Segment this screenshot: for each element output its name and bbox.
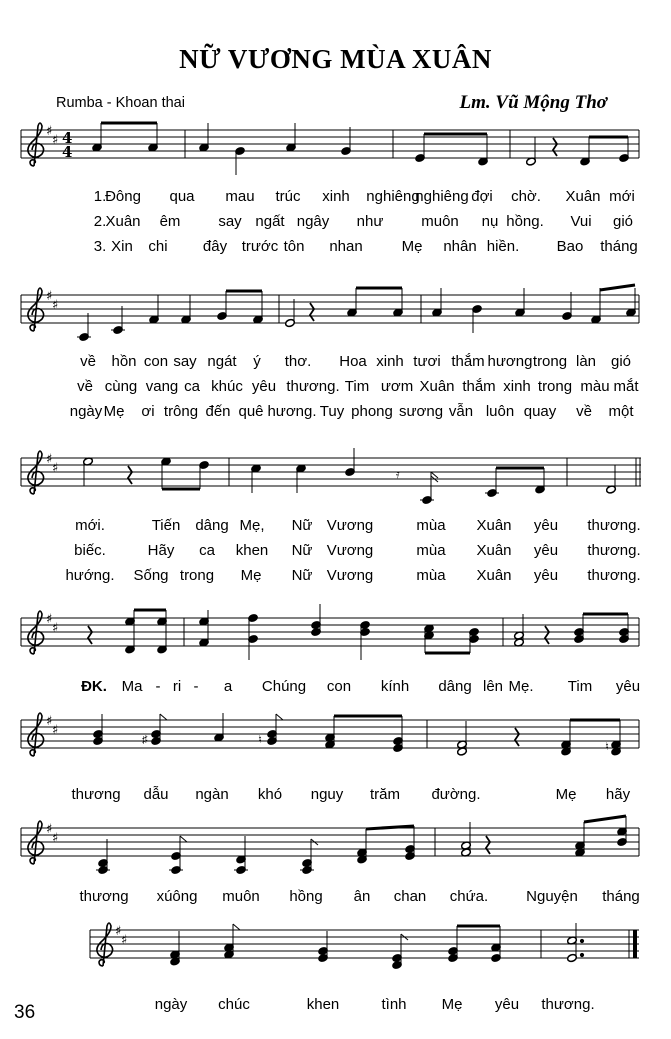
lyric-syllable: yêu (533, 542, 559, 559)
lyric-syllable: dẫu (143, 786, 169, 803)
lyric-syllable: trăm (370, 786, 400, 803)
lyric-syllable: chờ. (511, 188, 541, 205)
lyric-syllable: hồng (289, 888, 323, 905)
lyric-syllable: luôn (485, 403, 515, 420)
lyric-syllable: Sống (133, 567, 169, 584)
lyric-syllable: màu (580, 378, 610, 395)
lyric-syllable: nghiêng (366, 188, 420, 205)
lyric-syllable: xúông (156, 888, 198, 905)
notes (93, 713, 639, 756)
lyric-syllable: hương. (267, 403, 317, 420)
treble-clef-icon (28, 713, 44, 756)
lyric-syllable: một (608, 403, 634, 420)
lyric-syllable: Mẹ. (508, 678, 534, 695)
lyric-syllable: Đông (105, 188, 141, 205)
lyric-syllable: trong (179, 567, 215, 584)
lyric-syllable: Nguyện (526, 888, 578, 905)
lyric-syllable: đợi (471, 188, 493, 205)
lyric-syllable: hiền. (486, 238, 520, 255)
staff-lines (21, 295, 639, 323)
lyric-syllable: đường. (431, 786, 481, 803)
lyric-syllable: khen (235, 542, 269, 559)
lyric-syllable: Bao (556, 238, 584, 255)
composer-credit: Lm. Vũ Mộng Thơ (459, 92, 607, 113)
lyric-syllable: thắm (451, 353, 485, 370)
verse-3-lyrics-row-3 (30, 567, 645, 589)
lyric-syllable: Vui (570, 213, 592, 230)
lyric-syllable: nguy (310, 786, 344, 803)
lyric-syllable: ươm (380, 378, 414, 395)
svg-text:♯: ♯ (52, 298, 59, 313)
lyric-syllable: Ma (121, 678, 143, 695)
lyric-syllable: Xuân (419, 378, 455, 395)
svg-text:♯: ♯ (52, 723, 59, 738)
lyric-syllable: vẫn (448, 403, 474, 420)
staff-system-3 (0, 448, 671, 518)
lyric-syllable: ngất (255, 213, 285, 230)
lyric-syllable: chi (148, 238, 168, 255)
lyric-syllable: qua (169, 188, 195, 205)
staff-lines (21, 458, 641, 486)
lyric-syllable: yêu (251, 378, 277, 395)
lyric-syllable: kính (380, 678, 410, 695)
lyric-syllable: mới (609, 188, 635, 205)
svg-text:♮: ♮ (605, 741, 609, 753)
lyric-syllable: - (193, 678, 199, 695)
lyric-syllable: Xuân (105, 213, 141, 230)
chorus-lyrics-row-2 (30, 786, 645, 808)
lyric-syllable: mùa (416, 542, 446, 559)
lyric-syllable: tình (381, 996, 407, 1013)
lyric-syllable: trúc (275, 188, 301, 205)
lyric-syllable: về (77, 378, 93, 395)
lyric-syllable: Nữ (291, 567, 313, 584)
verse-1-lyrics-row-3 (30, 517, 645, 539)
lyric-syllable: hướng. (65, 567, 115, 584)
svg-text:♯: ♯ (52, 621, 59, 636)
lyric-syllable: Tuy (319, 403, 345, 420)
lyric-syllable: thương. (587, 517, 641, 534)
lyric-syllable: thương. (541, 996, 595, 1013)
lyric-syllable: Vương (326, 542, 374, 559)
lyric-syllable: hãy (605, 786, 631, 803)
lyric-syllable: Mẹ (103, 403, 125, 420)
lyric-syllable: chúc (218, 996, 250, 1013)
lyric-syllable: quay (523, 403, 557, 420)
lyric-syllable: ca (199, 542, 215, 559)
lyric-syllable: dâng (438, 678, 472, 695)
lyric-syllable: hồng. (506, 213, 544, 230)
lyric-syllable: về (80, 353, 96, 370)
svg-text:♯: ♯ (46, 714, 53, 729)
lyric-syllable: xinh (376, 353, 404, 370)
lyric-syllable: đây (202, 238, 228, 255)
lyric-syllable: xinh (503, 378, 531, 395)
lyric-syllable: sương (398, 403, 444, 420)
lyric-syllable: như (356, 213, 384, 230)
lyric-syllable: nhan (329, 238, 363, 255)
lyric-syllable: ngàn (195, 786, 229, 803)
lyric-syllable: ý (253, 353, 261, 370)
lyric-syllable: thương. (587, 542, 641, 559)
lyric-syllable: Xuân (565, 188, 601, 205)
verse-1-lyrics-row-2 (30, 353, 645, 375)
verse-3-lyrics-row-2 (30, 403, 645, 425)
treble-clef-icon (28, 451, 44, 494)
svg-text:♮: ♮ (258, 734, 262, 746)
svg-text:♯: ♯ (52, 831, 59, 846)
lyric-syllable: biếc. (74, 542, 106, 559)
lyric-syllable: ơi (141, 403, 155, 420)
lyric-syllable: gió (610, 353, 632, 370)
lyric-syllable: Tiến (151, 517, 181, 534)
notes (83, 448, 640, 505)
lyric-syllable: - (155, 678, 161, 695)
lyric-syllable: chứa. (449, 888, 489, 905)
lyric-syllable: yêu (533, 517, 559, 534)
staff-system-7 (0, 920, 671, 984)
lyric-syllable: Tim (344, 378, 370, 395)
lyric-syllable: con (326, 678, 352, 695)
chorus-lyrics-row-1 (30, 678, 645, 700)
lyric-syllable: ca (184, 378, 200, 395)
lyric-syllable: a (223, 678, 233, 695)
lyric-syllable: cùng (104, 378, 138, 395)
lyric-syllable: mới. (75, 517, 105, 534)
treble-clef-icon (28, 821, 44, 864)
verse-2-lyrics-row-3 (30, 542, 645, 564)
lyric-syllable: Mẹ (441, 996, 463, 1013)
treble-clef-icon (28, 123, 44, 166)
lyric-syllable: Xuân (476, 542, 512, 559)
lyric-syllable: ngày (69, 403, 103, 420)
lyric-syllable: Xuân (476, 567, 512, 584)
lyric-syllable: tháng (602, 888, 640, 905)
notes (77, 285, 639, 342)
lyric-syllable: thắm (462, 378, 496, 395)
lyric-syllable: khúc (211, 378, 243, 395)
lyric-syllable: mắt (613, 378, 639, 395)
lyric-syllable: mau (225, 188, 255, 205)
lyric-syllable: 3. (93, 238, 107, 255)
chorus-lyrics-row-3 (30, 888, 645, 910)
lyric-syllable: Mẹ, (239, 517, 265, 534)
lyric-syllable: lên (482, 678, 504, 695)
staff-system-6 (0, 818, 671, 882)
notes (96, 816, 639, 875)
svg-text:♯: ♯ (46, 822, 53, 837)
lyric-syllable: ngây (296, 213, 330, 230)
song-title: NỮ VƯƠNG MÙA XUÂN (179, 44, 492, 74)
lyric-syllable: thương (79, 888, 129, 905)
verse-1-lyrics-row-1 (30, 188, 645, 210)
lyric-syllable: dâng (195, 517, 229, 534)
lyric-syllable: quê (238, 403, 264, 420)
lyric-syllable: say (173, 353, 197, 370)
lyric-syllable: tháng (600, 238, 638, 255)
svg-text:♯: ♯ (46, 124, 53, 139)
lyric-syllable: thương (71, 786, 121, 803)
lyric-syllable: Xin (111, 238, 133, 255)
svg-text:♯: ♯ (52, 461, 59, 476)
svg-text:4: 4 (62, 129, 73, 147)
lyric-syllable: muôn (421, 213, 459, 230)
staff-lines (21, 618, 639, 646)
lyric-syllable: mùa (416, 567, 446, 584)
lyric-syllable: Hoa (339, 353, 367, 370)
lyric-syllable: gió (612, 213, 634, 230)
lyric-syllable: ngát (207, 353, 237, 370)
lyric-syllable: yêu (533, 567, 559, 584)
verse-3-lyrics-row-1 (30, 238, 645, 260)
lyric-syllable: muôn (222, 888, 260, 905)
lyric-syllable: nụ (481, 213, 499, 230)
lyric-syllable: chan (393, 888, 427, 905)
lyric-syllable: Mẹ (555, 786, 577, 803)
lyric-syllable: khen (306, 996, 340, 1013)
lyric-syllable: ngày (154, 996, 188, 1013)
lyric-syllable: Vương (326, 517, 374, 534)
lyric-syllable: êm (159, 213, 181, 230)
lyric-syllable: trước (241, 238, 279, 255)
chorus-marker: ĐK. (81, 678, 107, 695)
notes (92, 123, 639, 175)
lyric-syllable: trong (532, 353, 568, 370)
svg-text:♯: ♯ (142, 734, 148, 746)
lyric-syllable: Nữ (291, 517, 313, 534)
lyric-syllable: say (218, 213, 242, 230)
lyric-syllable: nghiêng (415, 188, 469, 205)
time-signature-icon (62, 129, 72, 161)
lyric-syllable: yêu (615, 678, 641, 695)
lyric-syllable: Mẹ (240, 567, 262, 584)
tempo-marking: Rumba - Khoan thai (56, 95, 185, 111)
lyric-syllable: đến (205, 403, 231, 420)
svg-text:♯: ♯ (46, 452, 53, 467)
staff-system-2 (0, 285, 671, 355)
svg-text:♯: ♯ (115, 924, 122, 939)
svg-text:♯: ♯ (52, 133, 59, 148)
lyric-syllable: Xuân (476, 517, 512, 534)
lyric-syllable: 2. (93, 213, 107, 230)
lyric-syllable: vang (145, 378, 179, 395)
verse-2-lyrics-row-1 (30, 213, 645, 235)
svg-text:𝄿: 𝄿 (396, 467, 400, 481)
lyric-syllable: nhân (443, 238, 477, 255)
svg-text:♯: ♯ (46, 612, 53, 627)
staff-system-4 (0, 608, 671, 670)
lyric-syllable: Nữ (291, 542, 313, 559)
lyric-syllable: yêu (494, 996, 520, 1013)
treble-clef-icon (28, 288, 44, 331)
staff-system-5 (0, 710, 671, 772)
lyric-syllable: phong (351, 403, 393, 420)
svg-text:4: 4 (62, 143, 73, 161)
lyric-syllable: tôn (283, 238, 305, 255)
lyric-syllable: mùa (416, 517, 446, 534)
lyric-syllable: xinh (322, 188, 350, 205)
lyric-syllable: trông (163, 403, 199, 420)
lyric-syllable: thương. (286, 378, 340, 395)
lyric-syllable: Hãy (147, 542, 175, 559)
lyric-syllable: trong (537, 378, 573, 395)
lyric-syllable: ri (172, 678, 182, 695)
lyric-syllable: Tim (567, 678, 593, 695)
lyric-syllable: thơ. (284, 353, 312, 370)
lyric-syllable: làn (575, 353, 597, 370)
lyric-syllable: Vương (326, 567, 374, 584)
treble-clef-icon (97, 923, 113, 966)
lyric-syllable: Mẹ (401, 238, 423, 255)
lyric-syllable: con (143, 353, 169, 370)
lyric-syllable: về (576, 403, 592, 420)
lyric-syllable: hương (487, 353, 533, 370)
lyric-syllable: Chúng (261, 678, 307, 695)
staff-lines (21, 828, 639, 856)
svg-text:♯: ♯ (46, 289, 53, 304)
lyric-syllable: tươi (413, 353, 441, 370)
verse-2-lyrics-row-2 (30, 378, 645, 400)
chorus-lyrics-row-4 (30, 996, 645, 1018)
svg-text:♯: ♯ (121, 933, 128, 948)
staff-lines (21, 130, 639, 158)
lyric-syllable: khó (257, 786, 283, 803)
lyric-syllable: thương. (587, 567, 641, 584)
lyric-syllable: 1. (93, 188, 107, 205)
staff-system-1 (0, 120, 671, 180)
lyric-syllable: hồn (111, 353, 137, 370)
lyric-syllable: ân (353, 888, 371, 905)
treble-clef-icon (28, 611, 44, 654)
page-number: 36 (14, 1002, 36, 1023)
